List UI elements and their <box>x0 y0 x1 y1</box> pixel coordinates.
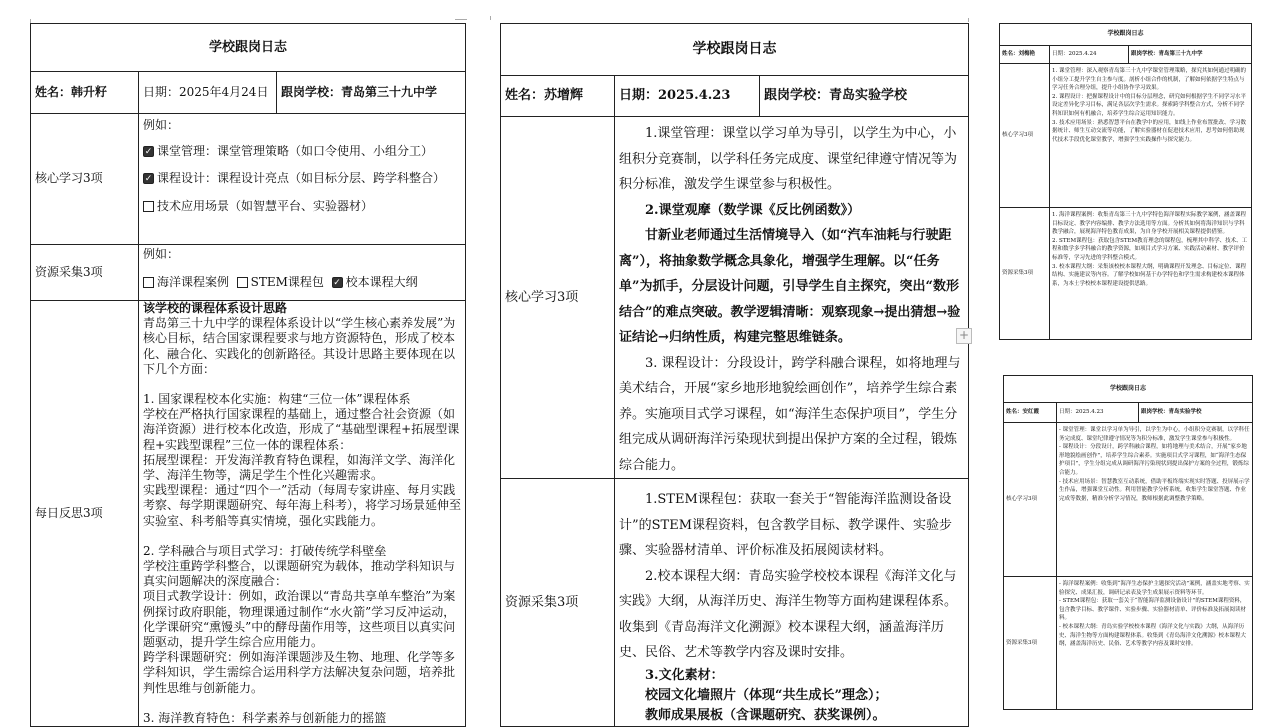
resource-paragraph: 2. STEM课程包：获取包含STEM教育理念的课程包，梳理其中科学、技术、工程和数学多学科融合的教学资源，如项目式学习方案、实践活动素材、教学评价标准等，学习先进的学科整合模式。 <box>1052 237 1248 261</box>
core-item: 技术应用场景（如智慧平台、实验器材） <box>143 199 461 215</box>
core-paragraph: 1. 课堂管理：深入观察青岛第三十九中学课堂管理策略，探究其如何通过明确的小组分工提升学生自主参与度。剖析小组合作的机制，了解如何依据学生特点与学习任务合理分组，提升小组协作学习效果。 <box>1052 68 1246 92</box>
date-cell: 日期：2025.4.24 <box>1050 46 1129 64</box>
daily-log-doc-3 <box>999 23 1252 340</box>
checkbox-empty-icon <box>143 201 154 212</box>
reflection-paragraph: 学校在严格执行国家课程的基础上，通过整合社会资源（如海洋资源）进行校本化改造，形成了“基础型课程+拓展型课程+实践型课程”三位一体的课程体系： <box>143 407 460 452</box>
resource-paragraph: 3. 校本课程大纲：采集该校校本课程大纲，明确课程开发理念、目标定位、课程结构、实施建议等内容。了解学校如何基于办学特色和学生需求构建校本课程体系，为本土学校校本课程建设提供思路。 <box>1052 263 1246 287</box>
reflection-spacer <box>143 529 461 544</box>
resource-paragraph: - 校本课程大纲：青岛实验学校校本课程《海洋文化与实践》大纲，从海洋历史、海洋生物等方面构建课程体系。收集到《青岛海洋文化溯源》校本课程大纲，涵盖海洋历史、民俗、艺术等教学内容及课时安排。 <box>1059 623 1247 648</box>
school-cell: 跟岗学校：青岛第三十九中学 <box>277 72 466 114</box>
core-label: 核心学习3项 <box>501 117 615 479</box>
core-paragraph: 2.课堂观摩（数学课《反比例函数》） <box>645 202 861 218</box>
daily-log-doc-1 <box>30 23 466 725</box>
resource-content <box>1057 577 1253 710</box>
core-item: ✓ 课堂管理：课堂管理策略（如口令使用、小组分工） <box>144 143 434 158</box>
core-paragraph: 3. 课程设计：分段设计，跨学科融合课程，如将地理与美术结合，开展“家乡地形地貌绘画创作”，培养学生综合素养。实施项目式学习课程，如“海洋生态保护项目”，学生分组完成从调研海洋污染现状到提出保护方案的全过程，锻炼综合能力。 <box>619 355 961 473</box>
resource-paragraph: - 海洋课程案例：收集到“海洋生态保护主题探究活动”案例，涵盖实地考察、实验探究、成果汇报，调研记录表及学生成果展示资料等环节。 <box>1059 581 1250 596</box>
log-title: 学校跟岗日志 <box>1000 24 1252 46</box>
checkbox-empty-icon <box>237 277 248 288</box>
core-content <box>1057 423 1253 577</box>
resource-content <box>139 245 466 301</box>
school-cell: 跟岗学校：青岛第三十九中学 <box>1129 46 1252 64</box>
resource-label: 资源采集3项 <box>1004 577 1057 710</box>
resource-paragraph: 1.STEM课程包：获取一套关于“智能海洋监测设备设计”的STEM课程资料，包含教学目标、教学课件、实验步骤、实验器材清单、评价标准及拓展阅读材料。 <box>619 492 953 558</box>
school-cell: 跟岗学校：青岛实验学校 <box>760 76 969 117</box>
log-title: 学校跟岗日志 <box>1004 376 1253 403</box>
resource-paragraph: 3.文化素材： <box>645 667 724 683</box>
name-cell: 姓名：安红霞 <box>1004 403 1057 423</box>
core-paragraph: - 课堂管理：课堂以学习单为导引，以学生为中心，小组积分竞赛制，以学科任务完成度、课堂纪律遵守情况等为积分标准，激发学生课堂参与积极性。 <box>1059 427 1250 442</box>
reflection-paragraph: 学校注重跨学科整合，以课题研究为载体，推动学科知识与真实问题解决的深度融合： <box>143 559 456 589</box>
checkbox-checked-icon: ✓ <box>333 277 341 288</box>
core-example: 例如： <box>143 118 180 132</box>
resource-paragraph: 校园文化墙照片（体现“共生成长”理念）； <box>645 687 888 703</box>
log-table <box>1003 375 1253 710</box>
reflection-paragraph: 拓展型课程：开发海洋教育特色课程，如海洋文学、海洋化学、海洋生物等，满足学生个性化兴趣需求。 <box>143 452 456 483</box>
core-item: ✓ 课程设计：课程设计亮点（如目标分层、跨学科整合） <box>144 171 446 185</box>
resource-paragraph: 1. 海洋课程案例：收集青岛第三十九中学特色海洋课程实际教学案例，涵盖课程目标设定、教学内容编排、教学方法选用等方面。分析其如何将海洋知识与学科教学融合，展现海洋特色教育成果，为自身学校开展相关课程提供借鉴。 <box>1052 212 1246 236</box>
log-title: 学校跟岗日志 <box>501 24 969 76</box>
log-table <box>30 23 466 727</box>
log-table <box>500 23 969 727</box>
resource-label: 资源采集3项 <box>501 479 615 727</box>
core-paragraph: 1.课堂管理：课堂以学习单为导引，以学生为中心，小组积分竞赛制，以学科任务完成度、课堂纪律遵守情况等为积分标准，激发学生课堂参与积极性。 <box>619 126 958 192</box>
core-paragraph: - 技术应用场景：智慧教室互动系统，借助平板终端实现实时答题、投屏展示学生作品，增强课堂互动性。利用智能教学分析系统，收集学生课堂答题、作业完成等数据，精准分析学习情况，教师根据此调整教学策略。 <box>1059 478 1250 502</box>
resource-label: 资源采集3项 <box>1000 208 1050 340</box>
add-section-button[interactable]: + <box>956 328 972 344</box>
name-cell: 姓名：韩升籽 <box>31 72 139 114</box>
resource-example: 例如： <box>143 247 180 261</box>
resource-paragraph: 2.校本课程大纲：青岛实验学校校本课程《海洋文化与实践》大纲，从海洋历史、海洋生物等方面构建课程体系。收集到《青岛海洋文化溯源》校本课程大纲，涵盖海洋历史、民俗、艺术等教学内容及课时安排。 <box>619 568 958 660</box>
core-label: 核心学习3项 <box>31 114 139 245</box>
reflection-paragraph: 青岛第三十九中学的课程体系设计以“学生核心素养发展”为核心目标，结合国家课程要求与地方资源特色，形成了校本化、融合化、实践化的创新路径。其设计思路主要体现在以下几个方面： <box>143 316 456 376</box>
core-paragraph: 甘新业老师通过生活情境导入（如“汽车油耗与行驶距离”），将抽象数学概念具象化，增强学生理解。以“任务单”为抓手，分层设计问题，引导学生自主探究，突出“数形结合”的难点突破。教学逻辑清晰：观察现象→提出猜想→验证结论→归纳性质，构建完整思维链条。 <box>619 228 961 345</box>
checkbox-checked-icon: ✓ <box>144 146 153 157</box>
core-paragraph: 3. 技术应用场景：熟悉智慧平台在教学中的应用，如线上作业布置批改、学习数据统计、师生互动交流等功能，了解实验器材在促进技术应用，思考如何借助现代技术手段优化课堂教学，增强学生实践操作与探究能力。 <box>1052 119 1246 143</box>
resource-items: 海洋课程案例 STEM课程包 ✓ 校本课程大纲 <box>143 275 461 291</box>
reflection-paragraph: 跨学科课题研究：例如海洋课题涉及生物、地理、化学等多学科知识，学生需综合运用科学方法解决复杂问题，培养批判性思维与创新能力。 <box>143 650 456 695</box>
log-table <box>999 23 1252 340</box>
reflection-spacer <box>143 377 461 392</box>
reflection-label: 每日反思3项 <box>31 301 139 727</box>
date-cell: 日期：2025年4月24日 <box>139 72 277 114</box>
log-title: 学校跟岗日志 <box>31 24 466 72</box>
core-paragraph: 2. 课程设计：把握课程设计中的目标分层理念，研究如何根据学生不同学习水平设定差异化学习目标，满足各层次学生需求。探索跨学科整合方式，分析不同学科知识如何有机融合，培养学生综合运用知识能力。 <box>1052 93 1246 117</box>
core-label: 核心学习3项 <box>1000 64 1050 208</box>
page-corner-mark <box>490 16 491 20</box>
reflection-paragraph: 2. 学科融合与项目式学习：打破传统学科壁垒 <box>143 543 387 558</box>
reflection-paragraph: 实践型课程：通过“四个一”活动（每周专家讲座、每月实践考察、每学期课题研究、每年海上科考），将学习场景延伸至实验室、科考船等真实情境，强化实践能力。 <box>143 483 462 528</box>
page-corner-mark <box>968 18 969 22</box>
page-corner-mark <box>455 19 467 20</box>
reflection-content <box>139 301 466 727</box>
resource-content <box>1050 208 1252 340</box>
name-cell: 姓名：刘梅艳 <box>1000 46 1050 64</box>
core-content <box>1050 64 1252 208</box>
core-label: 核心学习3项 <box>1004 423 1057 577</box>
reflection-paragraph: 项目式教学设计：例如，政治课以“青岛共享单车整治”为案例探讨政府职能，物理课通过制作“水火箭”学习反冲运动，化学课研究“熏馒头”中的酵母菌作用等，这些项目以真实问题驱动，提升学生综合应用能力。 <box>143 589 456 650</box>
reflection-paragraph: 1. 国家课程校本化实施：构建“三位一体”课程体系 <box>143 392 411 407</box>
resource-label: 资源采集3项 <box>31 245 139 301</box>
daily-log-doc-2 <box>500 23 969 723</box>
core-paragraph: - 课程设计：分段设计，跨学科融合课程，如将地理与美术结合，开展“家乡地形地貌绘画创作”，培养学生综合素养。实施项目式学习课程，如“海洋生态保护项目”，学生分组完成从调研海洋污染现状到提出保护方案的全过程，锻炼综合能力。 <box>1059 444 1249 476</box>
date-cell: 日期：2025.4.23 <box>615 76 760 117</box>
resource-paragraph: 教师成果展板（含课题研究、获奖课例）。 <box>645 707 886 723</box>
checkbox-empty-icon <box>143 277 154 288</box>
resource-content <box>615 479 969 727</box>
reflection-paragraph: 3. 海洋教育特色：科学素养与创新能力的摇篮 <box>143 710 387 725</box>
name-cell: 姓名：苏增辉 <box>501 76 615 117</box>
checkbox-checked-icon: ✓ <box>144 174 153 184</box>
reflection-spacer <box>143 696 461 711</box>
reflection-heading: 该学校的课程体系设计思路 <box>143 301 288 315</box>
daily-log-doc-4 <box>1003 375 1253 710</box>
resource-paragraph: - STEM课程包：获取一套关于“智能海洋监测设备设计”的STEM课程资料，包含教学目标、教学课件、实验步骤、实验器材清单、评价标准及拓展阅读材料。 <box>1059 598 1247 622</box>
core-content <box>615 117 969 479</box>
date-cell: 日期：2025.4.23 <box>1057 403 1139 423</box>
school-cell: 跟岗学校：青岛实验学校 <box>1139 403 1253 423</box>
core-content <box>139 114 466 245</box>
